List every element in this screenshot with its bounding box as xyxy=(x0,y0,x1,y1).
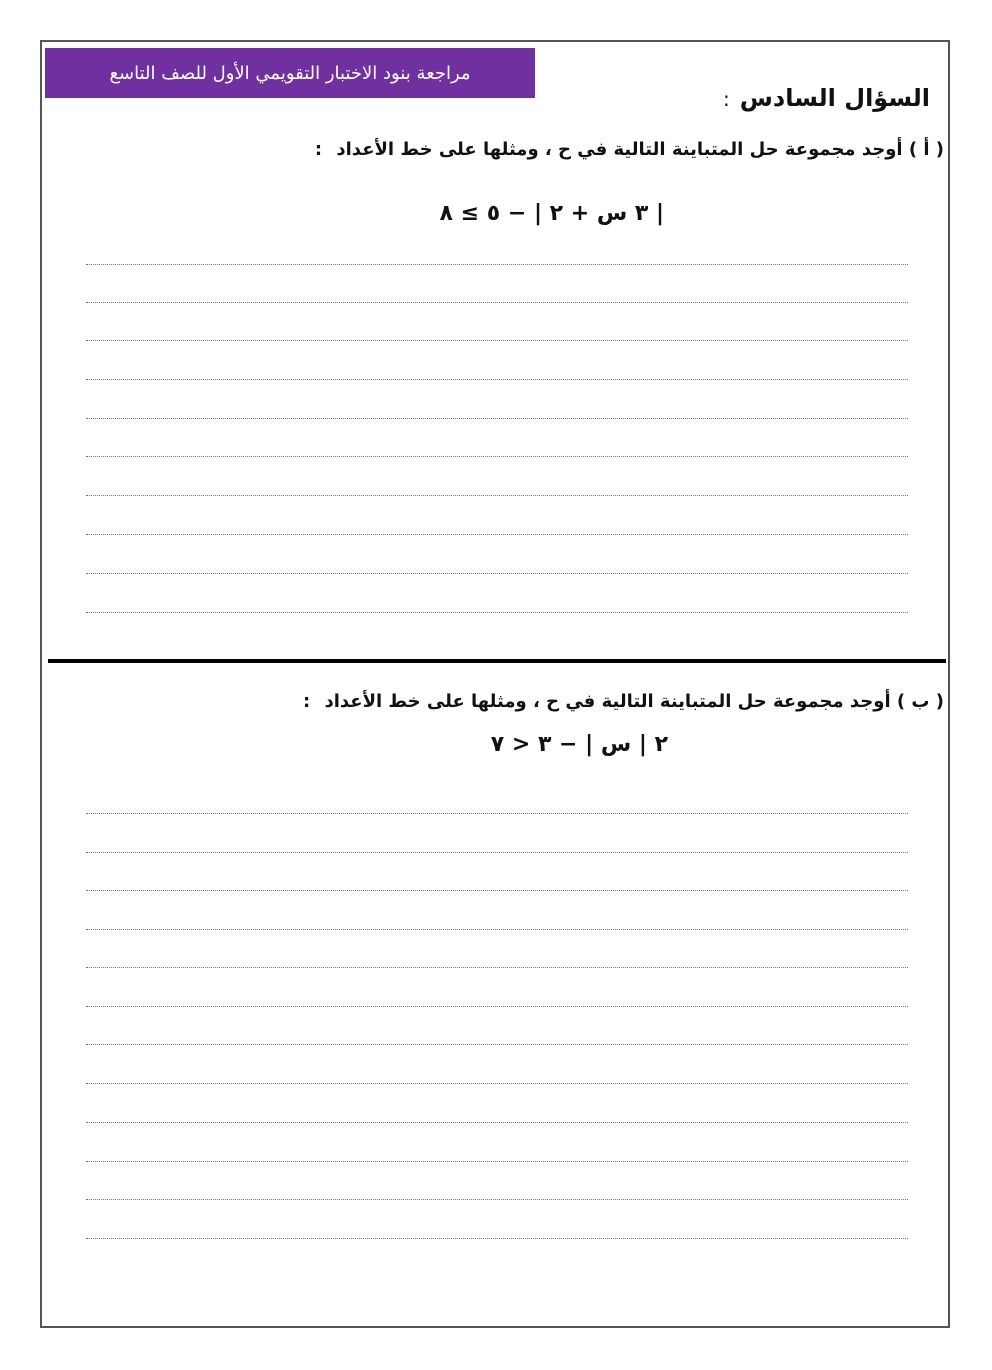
banner-title: مراجعة بنود الاختبار التقويمي الأول للصف التاسع xyxy=(109,62,471,84)
answer-line[interactable] xyxy=(86,495,908,496)
answer-line[interactable] xyxy=(86,1083,908,1084)
answer-line[interactable] xyxy=(86,264,908,265)
section-divider xyxy=(48,659,946,663)
part-a-label: ( أ ) xyxy=(908,139,944,160)
part-b-colon: : xyxy=(302,691,311,712)
answer-line[interactable] xyxy=(86,1238,908,1239)
answer-line[interactable] xyxy=(86,813,908,814)
answer-line[interactable] xyxy=(86,456,908,457)
part-b-instruction xyxy=(303,691,944,712)
answer-line[interactable] xyxy=(86,612,908,613)
question-title xyxy=(723,84,930,112)
answer-line[interactable] xyxy=(86,379,908,380)
answer-line[interactable] xyxy=(86,418,908,419)
answer-line[interactable] xyxy=(86,1044,908,1045)
part-b-inequality: ٢ | س | − ٣ < ٧ xyxy=(490,732,668,757)
answer-line[interactable] xyxy=(86,302,908,303)
answer-line[interactable] xyxy=(86,1161,908,1162)
header-banner xyxy=(45,48,535,98)
part-a-colon: : xyxy=(314,139,323,160)
answer-line[interactable] xyxy=(86,967,908,968)
part-a-instruction xyxy=(315,139,944,160)
question-title-colon: : xyxy=(723,87,730,111)
answer-line[interactable] xyxy=(86,573,908,574)
part-b-text: أوجد مجموعة حل المتباينة التالية في ح ، ومثلها على خط الأعداد xyxy=(324,691,891,712)
part-b-label: ( ب ) xyxy=(896,691,944,712)
answer-line[interactable] xyxy=(86,890,908,891)
question-title-text: السؤال السادس xyxy=(739,84,930,112)
answer-line[interactable] xyxy=(86,852,908,853)
answer-line[interactable] xyxy=(86,340,908,341)
part-a-inequality: | ٣ س + ٢ | − ٥ ≥ ٨ xyxy=(439,201,664,226)
answer-line[interactable] xyxy=(86,1199,908,1200)
answer-line[interactable] xyxy=(86,1122,908,1123)
part-a-text: أوجد مجموعة حل المتباينة التالية في ح ، ومثلها على خط الأعداد xyxy=(336,139,903,160)
answer-line[interactable] xyxy=(86,929,908,930)
answer-line[interactable] xyxy=(86,1006,908,1007)
page-frame xyxy=(40,40,950,1328)
answer-line[interactable] xyxy=(86,534,908,535)
